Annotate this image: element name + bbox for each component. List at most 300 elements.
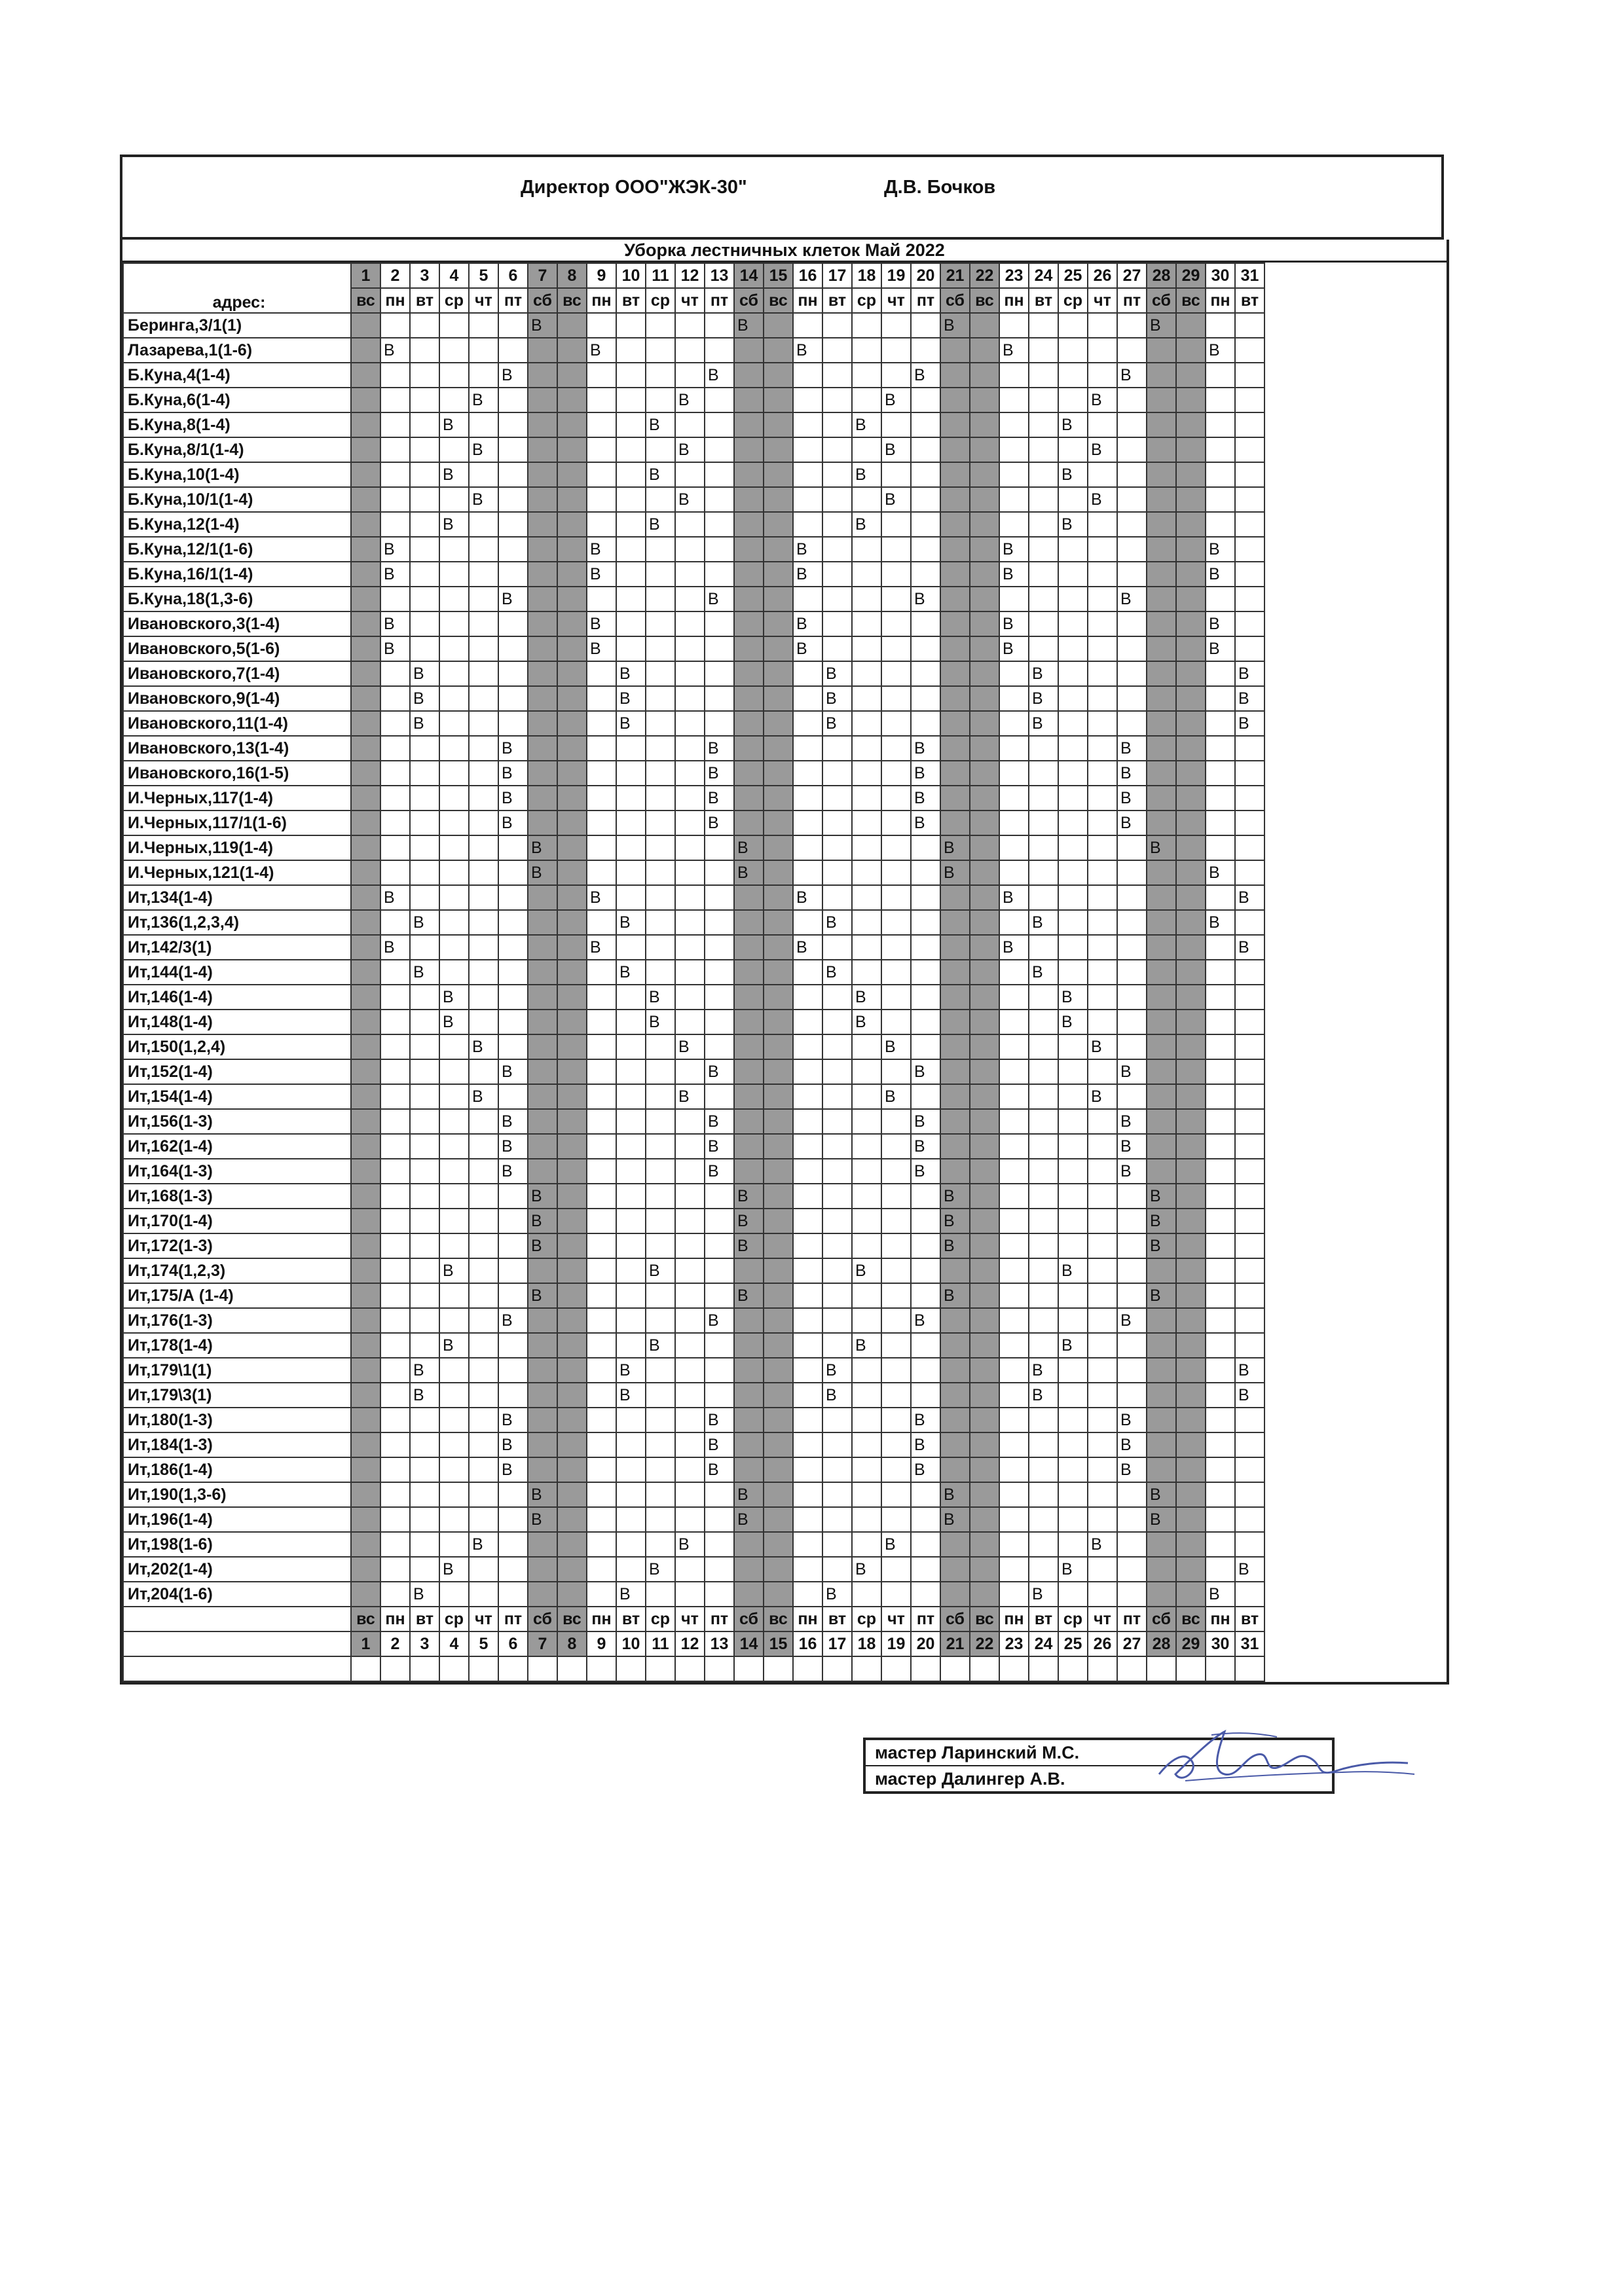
schedule-cell (764, 1582, 793, 1607)
schedule-cell (793, 736, 822, 761)
schedule-cell (1117, 1532, 1147, 1557)
weekday: сб (1147, 288, 1176, 313)
schedule-cell (793, 960, 822, 985)
schedule-cell (1029, 1432, 1058, 1457)
spacer-cell (1088, 1656, 1117, 1681)
schedule-cell: В (1088, 437, 1117, 462)
schedule-cell (646, 786, 675, 811)
schedule-cell: В (1235, 686, 1264, 711)
schedule-cell (646, 313, 675, 338)
day-number: 27 (1117, 1631, 1147, 1656)
schedule-cell: В (1206, 611, 1235, 636)
schedule-sheet (120, 240, 1449, 1685)
schedule-cell (970, 786, 999, 811)
table-row (123, 388, 1264, 412)
schedule-cell (351, 1432, 380, 1457)
schedule-cell (557, 487, 587, 512)
schedule-cell (881, 1383, 911, 1408)
schedule-cell (734, 1432, 764, 1457)
schedule-cell (1029, 935, 1058, 960)
schedule-cell (911, 462, 940, 487)
schedule-cell (351, 1134, 380, 1159)
table-row (123, 363, 1264, 388)
schedule-cell (498, 338, 528, 363)
schedule-cell (380, 1283, 410, 1308)
schedule-cell (1029, 1209, 1058, 1233)
schedule-cell: В (1206, 860, 1235, 885)
schedule-cell (380, 1233, 410, 1258)
schedule-cell (1029, 487, 1058, 512)
schedule-cell (999, 1233, 1029, 1258)
schedule-cell (1088, 910, 1117, 935)
schedule-cell (764, 1408, 793, 1432)
schedule-cell (351, 1258, 380, 1283)
schedule-cell: В (705, 363, 734, 388)
schedule-cell (675, 935, 705, 960)
schedule-cell (1088, 835, 1117, 860)
schedule-cell (940, 1059, 970, 1084)
schedule-cell (1147, 1084, 1176, 1109)
schedule-cell: В (1117, 1159, 1147, 1184)
schedule-cell (1058, 636, 1088, 661)
schedule-cell (940, 1532, 970, 1557)
schedule-cell (469, 786, 498, 811)
schedule-cell (1058, 786, 1088, 811)
address-cell: Беринга,3/1(1) (123, 313, 351, 338)
schedule-cell: В (1235, 711, 1264, 736)
schedule-cell (1029, 1258, 1058, 1283)
schedule-cell (439, 1532, 469, 1557)
schedule-cell (822, 1109, 852, 1134)
schedule-cell (410, 1084, 439, 1109)
schedule-cell (1206, 885, 1235, 910)
day-number: 24 (1029, 263, 1058, 288)
schedule-cell (675, 1283, 705, 1308)
schedule-cell (616, 1034, 646, 1059)
schedule-cell (881, 1358, 911, 1383)
schedule-cell (675, 1059, 705, 1084)
schedule-cell (822, 537, 852, 562)
table-row (123, 711, 1264, 736)
schedule-cell (1176, 1532, 1206, 1557)
schedule-cell (380, 587, 410, 611)
schedule-cell: В (852, 1010, 881, 1034)
schedule-cell (1147, 636, 1176, 661)
schedule-cell (881, 611, 911, 636)
schedule-cell (380, 786, 410, 811)
schedule-cell (351, 487, 380, 512)
schedule-cell (1058, 338, 1088, 363)
schedule-cell (498, 860, 528, 885)
weekday: вт (822, 1607, 852, 1631)
schedule-cell (999, 835, 1029, 860)
schedule-cell (940, 1034, 970, 1059)
schedule-cell: В (675, 1532, 705, 1557)
schedule-cell (351, 462, 380, 487)
schedule-cell (1176, 835, 1206, 860)
schedule-cell (1088, 313, 1117, 338)
schedule-cell (1117, 960, 1147, 985)
schedule-cell (1058, 711, 1088, 736)
schedule-cell (999, 786, 1029, 811)
schedule-cell (557, 512, 587, 537)
schedule-cell (734, 736, 764, 761)
schedule-cell (852, 363, 881, 388)
schedule-cell (1176, 1582, 1206, 1607)
schedule-cell (881, 860, 911, 885)
schedule-cell (705, 1010, 734, 1034)
schedule-cell (557, 1408, 587, 1432)
schedule-cell (764, 587, 793, 611)
schedule-cell (1058, 487, 1088, 512)
weekday: пт (911, 1607, 940, 1631)
schedule-cell: В (439, 412, 469, 437)
schedule-cell: В (616, 910, 646, 935)
spacer-cell (1235, 1656, 1264, 1681)
schedule-cell: В (911, 786, 940, 811)
schedule-cell (940, 611, 970, 636)
footer-spacer-row (123, 1656, 1264, 1681)
address-cell: Ит,175/А (1-4) (123, 1283, 351, 1308)
schedule-cell (557, 562, 587, 587)
schedule-cell: В (999, 537, 1029, 562)
schedule-cell (881, 1308, 911, 1333)
schedule-cell (587, 1582, 616, 1607)
address-cell: Б.Куна,16/1(1-4) (123, 562, 351, 587)
schedule-cell (616, 462, 646, 487)
day-number: 1 (351, 263, 380, 288)
schedule-cell (705, 885, 734, 910)
schedule-cell (1176, 885, 1206, 910)
schedule-cell (351, 1457, 380, 1482)
schedule-cell (793, 587, 822, 611)
schedule-cell (1176, 1358, 1206, 1383)
schedule-cell (940, 736, 970, 761)
schedule-cell (1206, 1109, 1235, 1134)
schedule-cell: В (940, 1482, 970, 1507)
handwritten-signature (1146, 1712, 1421, 1810)
schedule-cell (675, 736, 705, 761)
schedule-cell (1206, 1010, 1235, 1034)
schedule-cell (764, 1209, 793, 1233)
schedule-cell (675, 611, 705, 636)
schedule-cell: В (469, 1084, 498, 1109)
address-cell: Ит,154(1-4) (123, 1084, 351, 1109)
schedule-cell (528, 537, 557, 562)
schedule-cell (380, 1010, 410, 1034)
schedule-cell (970, 611, 999, 636)
schedule-cell (439, 1034, 469, 1059)
schedule-cell (911, 1034, 940, 1059)
schedule-cell (646, 1358, 675, 1383)
schedule-cell (705, 1184, 734, 1209)
schedule-cell (1117, 985, 1147, 1010)
schedule-cell (616, 1010, 646, 1034)
schedule-cell (1147, 338, 1176, 363)
schedule-cell (1058, 587, 1088, 611)
weekday: пт (911, 288, 940, 313)
table-row (123, 1507, 1264, 1532)
schedule-cell (999, 388, 1029, 412)
schedule-cell (1029, 761, 1058, 786)
schedule-cell (1117, 1507, 1147, 1532)
schedule-cell (557, 1134, 587, 1159)
table-row (123, 1159, 1264, 1184)
schedule-cell: В (528, 1507, 557, 1532)
schedule-cell (940, 1358, 970, 1383)
schedule-cell (999, 711, 1029, 736)
spacer-cell (675, 1656, 705, 1681)
schedule-cell (1235, 1109, 1264, 1134)
schedule-cell (764, 388, 793, 412)
address-cell: Ит,156(1-3) (123, 1109, 351, 1134)
schedule-cell (616, 935, 646, 960)
schedule-cell (587, 1432, 616, 1457)
schedule-cell (822, 1507, 852, 1532)
schedule-cell (410, 1159, 439, 1184)
schedule-cell (970, 1209, 999, 1233)
schedule-cell (528, 1383, 557, 1408)
address-cell: Ит,150(1,2,4) (123, 1034, 351, 1059)
weekday: вс (764, 1607, 793, 1631)
schedule-cell (351, 363, 380, 388)
schedule-cell (881, 412, 911, 437)
schedule-cell: В (1235, 1358, 1264, 1383)
schedule-cell (705, 985, 734, 1010)
schedule-cell (1058, 811, 1088, 835)
schedule-cell (557, 835, 587, 860)
schedule-cell: В (911, 761, 940, 786)
address-cell: Ит,184(1-3) (123, 1432, 351, 1457)
address-cell: Ит,186(1-4) (123, 1457, 351, 1482)
schedule-cell (852, 562, 881, 587)
schedule-cell (940, 661, 970, 686)
day-number: 25 (1058, 1631, 1088, 1656)
schedule-cell (646, 811, 675, 835)
schedule-cell (587, 1482, 616, 1507)
schedule-cell (498, 711, 528, 736)
schedule-cell: В (1029, 686, 1058, 711)
weekday: ср (646, 288, 675, 313)
schedule-cell (793, 661, 822, 686)
schedule-cell (764, 1233, 793, 1258)
schedule-cell (1029, 611, 1058, 636)
schedule-cell: В (1058, 1557, 1088, 1582)
schedule-cell (587, 811, 616, 835)
schedule-cell (852, 1507, 881, 1532)
schedule-cell: В (1117, 736, 1147, 761)
schedule-cell (881, 562, 911, 587)
schedule-cell (1058, 960, 1088, 985)
schedule-cell (1206, 1034, 1235, 1059)
schedule-cell (1117, 487, 1147, 512)
schedule-cell (675, 910, 705, 935)
schedule-cell (410, 835, 439, 860)
schedule-cell (1088, 1408, 1117, 1432)
schedule-cell (764, 1432, 793, 1457)
schedule-cell (911, 512, 940, 537)
schedule-cell (528, 388, 557, 412)
schedule-cell (1029, 562, 1058, 587)
schedule-cell (1206, 512, 1235, 537)
schedule-cell (616, 835, 646, 860)
schedule-cell (999, 1482, 1029, 1507)
schedule-cell: В (1058, 462, 1088, 487)
schedule-cell (557, 761, 587, 786)
schedule-cell (646, 761, 675, 786)
schedule-cell (1147, 1383, 1176, 1408)
table-row (123, 835, 1264, 860)
schedule-cell (1058, 611, 1088, 636)
schedule-cell (469, 636, 498, 661)
schedule-cell (852, 611, 881, 636)
schedule-cell (616, 611, 646, 636)
schedule-cell (1235, 437, 1264, 462)
schedule-cell (587, 1532, 616, 1557)
schedule-cell (528, 1432, 557, 1457)
schedule-cell: В (911, 811, 940, 835)
schedule-cell (764, 313, 793, 338)
schedule-cell (557, 1358, 587, 1383)
table-row (123, 313, 1264, 338)
schedule-cell (1235, 811, 1264, 835)
schedule-cell (999, 1059, 1029, 1084)
footer-day-number-row (123, 1631, 1264, 1656)
schedule-cell (380, 412, 410, 437)
address-cell: И.Черных,119(1-4) (123, 835, 351, 860)
schedule-cell (970, 811, 999, 835)
schedule-cell: В (1117, 761, 1147, 786)
schedule-cell (439, 1383, 469, 1408)
schedule-cell: В (498, 1432, 528, 1457)
schedule-cell (970, 960, 999, 985)
schedule-cell (1058, 1034, 1088, 1059)
schedule-cell (852, 736, 881, 761)
schedule-cell (646, 1059, 675, 1084)
day-number: 17 (822, 263, 852, 288)
schedule-cell (1206, 437, 1235, 462)
schedule-cell (380, 487, 410, 512)
schedule-cell (911, 338, 940, 363)
schedule-cell (1176, 1233, 1206, 1258)
schedule-cell (1206, 835, 1235, 860)
schedule-cell (852, 960, 881, 985)
schedule-cell: В (1147, 1482, 1176, 1507)
schedule-cell (911, 860, 940, 885)
schedule-cell (380, 811, 410, 835)
schedule-cell: В (410, 686, 439, 711)
schedule-cell (822, 512, 852, 537)
schedule-cell (675, 1507, 705, 1532)
schedule-cell: В (1058, 1333, 1088, 1358)
schedule-cell (999, 412, 1029, 437)
schedule-cell (940, 1109, 970, 1134)
schedule-cell (557, 1109, 587, 1134)
schedule-cell: В (1235, 1557, 1264, 1582)
schedule-cell: В (439, 1258, 469, 1283)
spacer-cell (1206, 1656, 1235, 1681)
schedule-cell (675, 811, 705, 835)
spacer-cell (646, 1656, 675, 1681)
table-row (123, 437, 1264, 462)
weekday: вс (557, 288, 587, 313)
schedule-cell (646, 1507, 675, 1532)
schedule-cell (852, 860, 881, 885)
day-number: 14 (734, 1631, 764, 1656)
schedule-cell (439, 313, 469, 338)
schedule-cell (881, 1109, 911, 1134)
schedule-cell (852, 1109, 881, 1134)
weekday: вт (1029, 288, 1058, 313)
schedule-cell (793, 1432, 822, 1457)
schedule-cell (1235, 1457, 1264, 1482)
schedule-cell (616, 985, 646, 1010)
schedule-cell (557, 537, 587, 562)
schedule-cell (852, 1034, 881, 1059)
schedule-cell (764, 935, 793, 960)
schedule-cell: В (1235, 885, 1264, 910)
schedule-cell (911, 487, 940, 512)
schedule-cell (439, 661, 469, 686)
schedule-cell (734, 611, 764, 636)
schedule-cell (380, 1457, 410, 1482)
schedule-cell (587, 1209, 616, 1233)
weekday: пт (705, 1607, 734, 1631)
schedule-cell (764, 761, 793, 786)
schedule-cell (646, 885, 675, 910)
schedule-cell (646, 686, 675, 711)
schedule-cell (1176, 1134, 1206, 1159)
day-number: 20 (911, 1631, 940, 1656)
spacer-cell (1029, 1656, 1058, 1681)
schedule-cell (587, 1308, 616, 1333)
schedule-cell (557, 437, 587, 462)
schedule-cell (822, 1233, 852, 1258)
schedule-cell (1235, 388, 1264, 412)
schedule-cell (410, 811, 439, 835)
schedule-cell (764, 1358, 793, 1383)
schedule-cell (705, 1333, 734, 1358)
schedule-cell (616, 1408, 646, 1432)
schedule-cell (1088, 537, 1117, 562)
schedule-cell (970, 1034, 999, 1059)
weekday: чт (469, 1607, 498, 1631)
schedule-cell (970, 835, 999, 860)
schedule-cell: В (498, 363, 528, 388)
weekday: чт (881, 1607, 911, 1631)
schedule-cell: В (1088, 487, 1117, 512)
schedule-cell (616, 1507, 646, 1532)
schedule-cell (675, 512, 705, 537)
schedule-cell (1029, 1333, 1058, 1358)
schedule-cell: В (1058, 512, 1088, 537)
address-cell: Б.Куна,12/1(1-6) (123, 537, 351, 562)
schedule-cell (793, 1557, 822, 1582)
schedule-cell (557, 711, 587, 736)
table-row (123, 985, 1264, 1010)
schedule-cell (764, 1084, 793, 1109)
spacer-cell (1176, 1656, 1206, 1681)
schedule-cell (1206, 1457, 1235, 1482)
weekday: ср (852, 288, 881, 313)
schedule-cell (498, 1258, 528, 1283)
schedule-cell (587, 388, 616, 412)
schedule-cell (764, 1532, 793, 1557)
schedule-cell (557, 388, 587, 412)
schedule-cell (1029, 1034, 1058, 1059)
schedule-cell (1147, 562, 1176, 587)
schedule-cell (1147, 1308, 1176, 1333)
